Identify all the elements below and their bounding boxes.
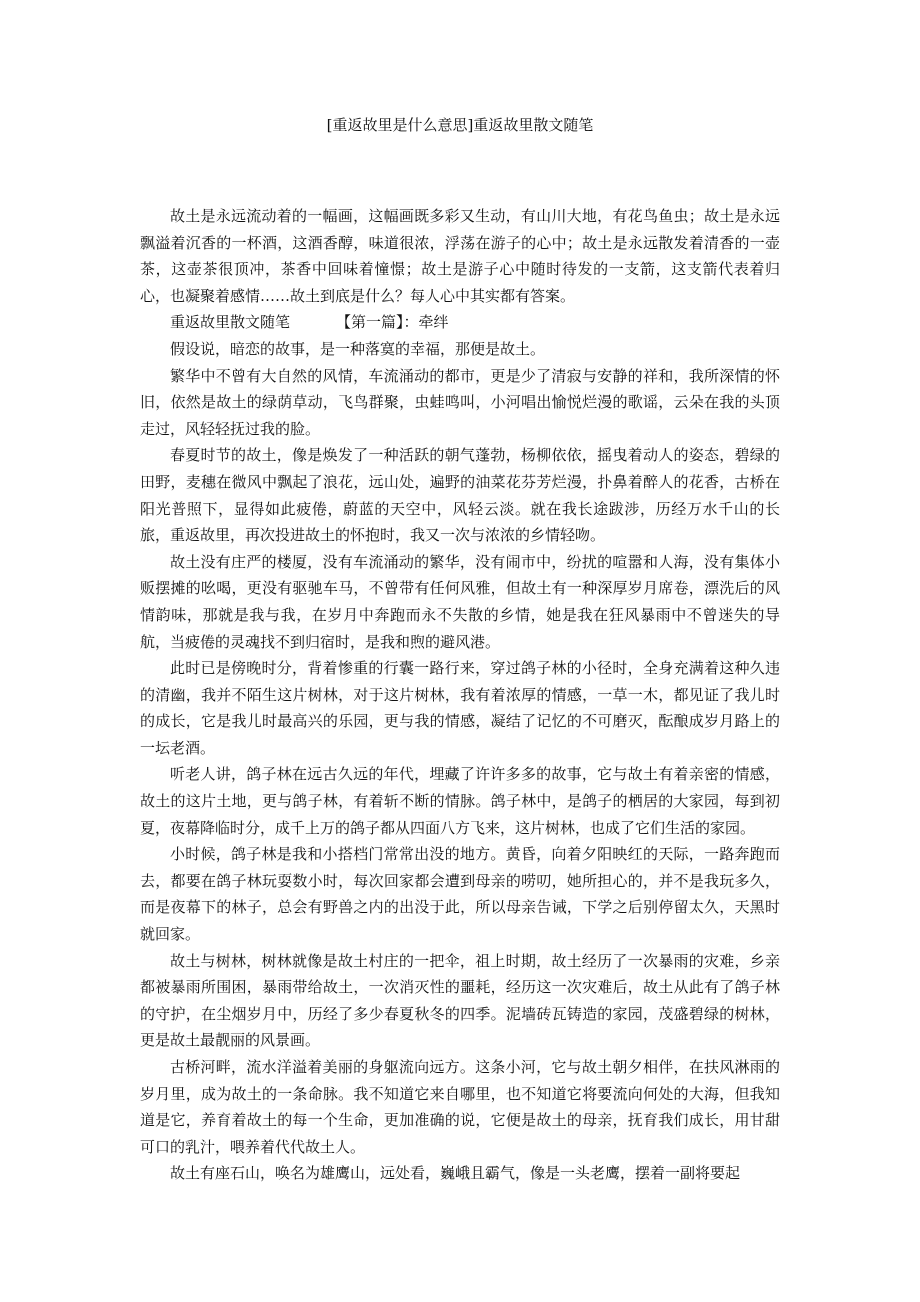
paragraph: 假设说，暗恋的故事，是一种落寞的幸福，那便是故土。 — [170, 339, 546, 358]
paragraph: 故土与树林，树林就像是故土村庄的一把伞，祖上时期，故土经历了一次暴雨的灾难，乡亲都被暴雨所围困，暴雨带给故土，一次消灭性的噩耗，经历这一次灾难后，故土从此有了鸽子林的守护，在尘烟岁月中，历经了多少春夏秋冬的四季。泥墙砖瓦铸造的家园，茂盛碧绿的树林，更是故土最靓丽的风景画。 — [140, 951, 780, 1050]
document-body — [140, 203, 780, 1187]
section-subheading — [140, 309, 780, 336]
paragraph: 故土没有庄严的楼厦，没有车流涌动的繁华，没有闹市中，纷扰的喧嚣和人海，没有集体小贩摆摊的吆喝，更没有驱驰车马，不曾带有任何风雅，但故土有一种深厚岁月席卷，漂洗后的风情韵味，那就是我与我，在岁月中奔跑而永不失散的乡情，她是我在狂风暴雨中不曾迷失的导航，当疲倦的灵魂找不到归宿时，是我和煦的避风港。 — [140, 552, 780, 651]
intro-paragraph: 故土是永远流动着的一幅画，这幅画既多彩又生动，有山川大地，有花鸟鱼虫；故土是永远飘溢着沉香的一杯酒，这酒香醇，味道很浓，浮荡在游子的心中；故土是永远散发着清香的一壶茶，这壶茶很顶冲，茶香中回味着憧憬；故土是游子心中随时待发的一支箭，这支箭代表着归心，也凝聚着感情……故土到底是什么？每人心中其实都有答案。 — [140, 207, 780, 305]
essay-name: 重返故里散文随笔 — [170, 313, 291, 332]
document-title: [重返故里是什么意思]重返故里散文随笔 — [326, 116, 594, 134]
paragraph: 此时已是傍晚时分，背着惨重的行囊一路行来，穿过鸽子林的小径时，全身充满着这种久违的清幽，我并不陌生这片树林，对于这片树林，我有着浓厚的情感，一草一木，都见证了我儿时的成长，它是我儿时最高兴的乐园，更与我的情感，凝结了记忆的不可磨灭，酝酿成岁月路上的一坛老酒。 — [140, 659, 780, 757]
paragraph: 听老人讲，鸽子林在远古久远的年代，埋藏了许许多多的故事，它与故土有着亲密的情感，故土的这片土地，更与鸽子林，有着斩不断的情脉。鸽子林中，是鸽子的栖居的大家园，每到初夏，夜幕降临时分，成千上万的鸽子都从四面八方飞来，这片树林，也成了它们生活的家园。 — [140, 765, 780, 837]
paragraph: 小时候，鸽子林是我和小搭档门常常出没的地方。黄昏，向着夕阳映红的天际，一路奔跑而去，都要在鸽子林玩耍数小时，每次回家都会遭到母亲的唠叨，她所担心的，并不是我玩多久，而是夜幕下的林子，总会有野兽之内的出没于此，所以母亲告诫，下学之后别停留太久，天黑时就回家。 — [140, 845, 780, 944]
section-label: 【第一篇】：牵绊 — [336, 313, 449, 332]
paragraph: 古桥河畔，流水洋溢着美丽的身躯流向远方。这条小河，它与故土朝夕相伴，在扶风淋雨的岁月里，成为故土的一条命脉。我不知道它来自哪里，也不知道它将要流向何处的大海，但我知道是它，养育着故土的每一个生命，更加准确的说，它便是故土的母亲，抚育我们成长，用甘甜可口的乳汁，喂养着代代故土人。 — [140, 1058, 780, 1156]
paragraph: 故土有座石山，唤名为雄鹰山，远处看，巍峨且霸气，像是一头老鹰，摆着一副将要起 — [170, 1164, 741, 1183]
paragraph: 春夏时节的故土，像是焕发了一种活跃的朝气蓬勃，杨柳依依，摇曳着动人的姿态，碧绿的田野，麦穗在微风中飘起了浪花，远山处，遍野的油菜花芬芳烂漫，扑鼻着醉人的花香，古桥在阳光普照下，显得如此疲倦，蔚蓝的天空中，风轻云淡。就在我长途跋涉，历经万水千山的长旅，重返故里，再次投进故土的怀抱时，我又一次与浓浓的乡情轻吻。 — [140, 446, 780, 545]
paragraph: 繁华中不曾有大自然的风情，车流涌动的都市，更是少了清寂与安静的祥和，我所深情的怀旧，依然是故土的绿荫草动，飞鸟群聚，虫蛙鸣叫，小河唱出愉悦烂漫的歌谣，云朵在我的头顶走过，风轻轻抚过我的脸。 — [140, 366, 780, 438]
